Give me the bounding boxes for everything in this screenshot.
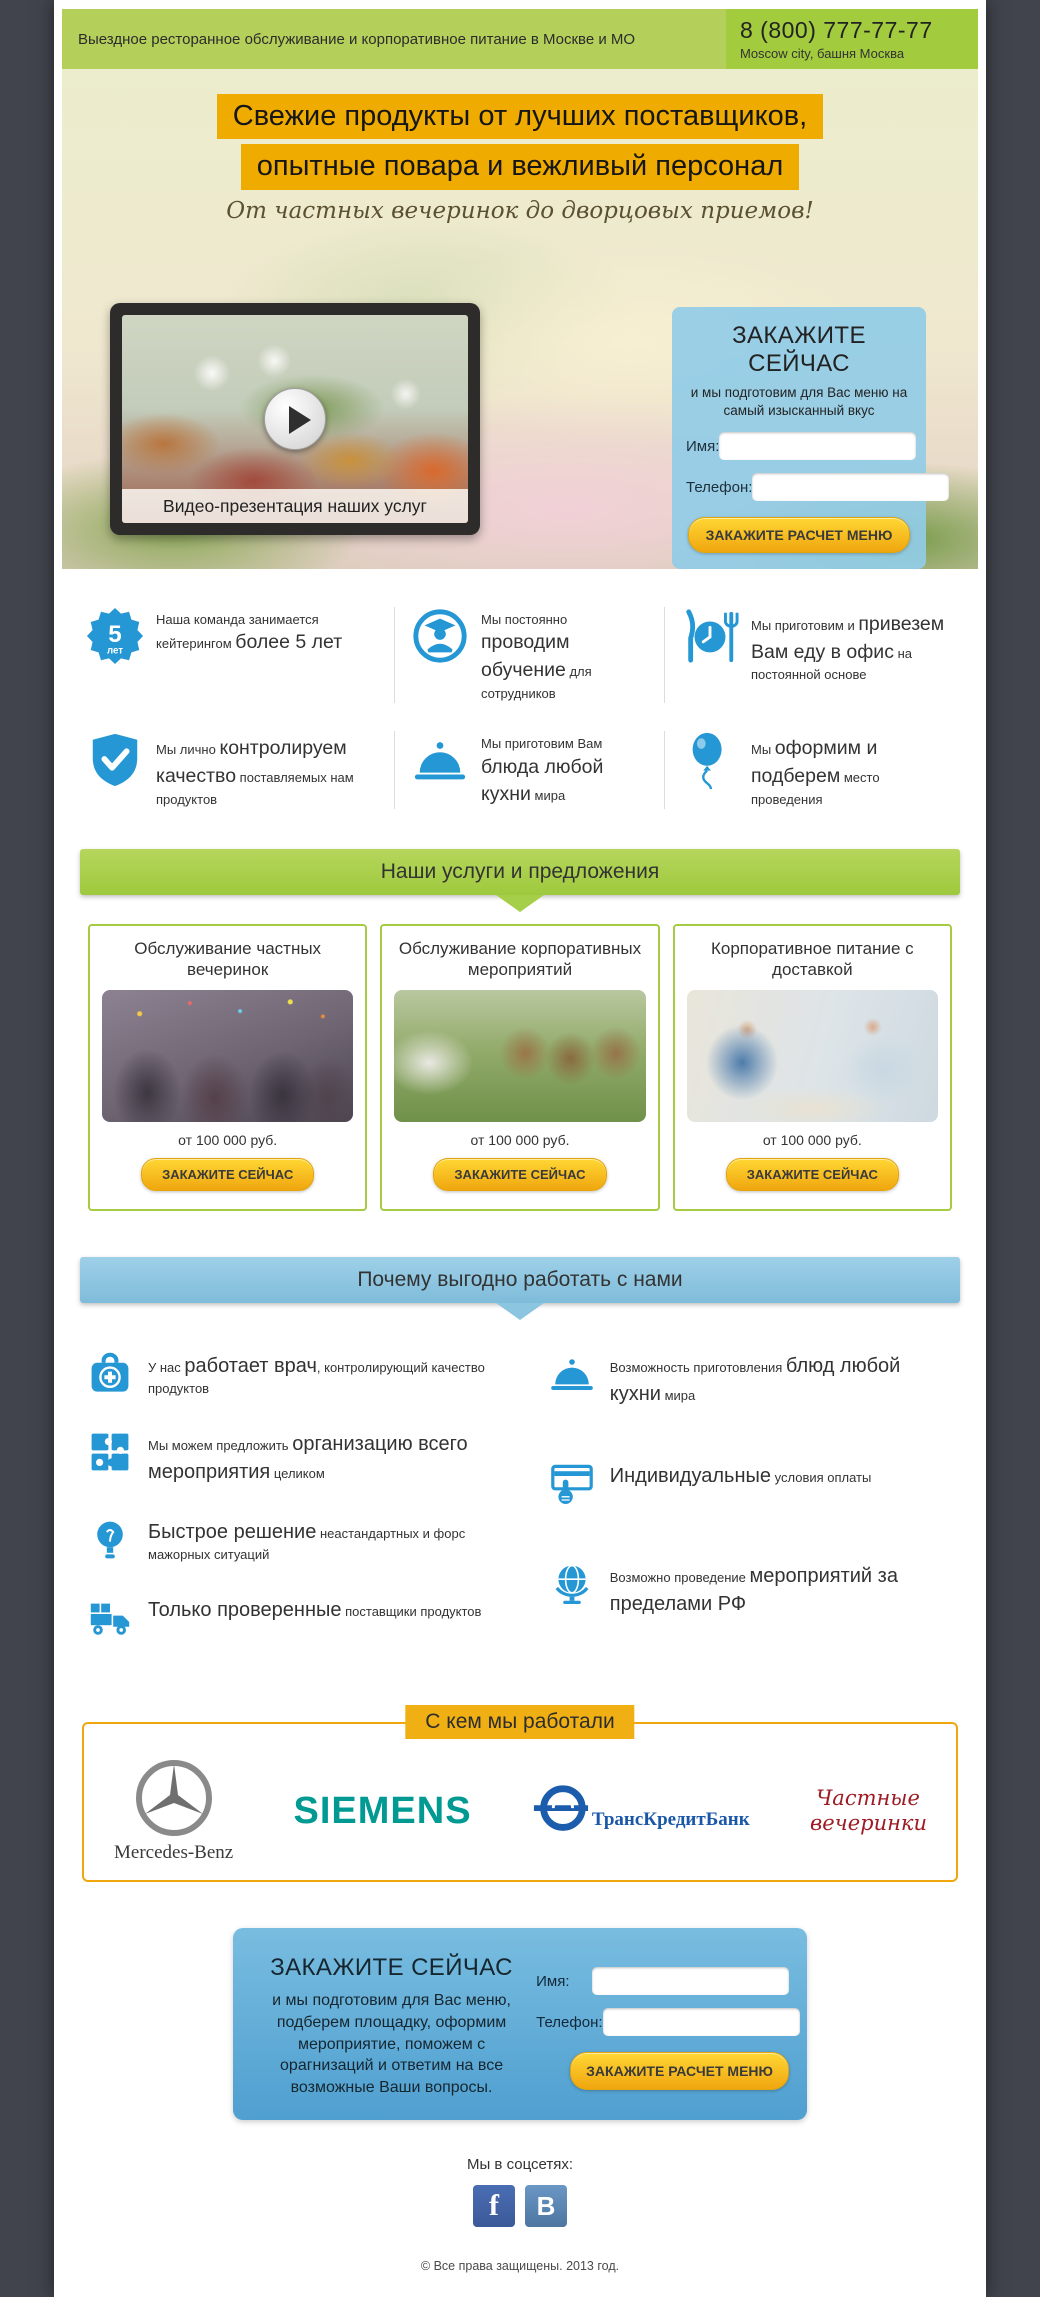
social-section (62, 2156, 978, 2227)
feature-text: Мы лично контролируем качество поставляемых нам продуктов (156, 737, 354, 807)
partner-logos (100, 1758, 940, 1864)
transcreditbank-emblem-icon (532, 1782, 590, 1840)
feature-venue (664, 731, 970, 809)
service-cards (88, 924, 952, 1211)
phone-input[interactable] (752, 473, 949, 501)
cta-form (536, 1950, 789, 2098)
play-button[interactable] (264, 388, 326, 450)
card-corporate-events (380, 924, 659, 1211)
name-input[interactable] (592, 1967, 789, 1995)
card-corporate-catering (673, 924, 952, 1211)
order-now-button[interactable]: ЗАКАЖИТЕ СЕЙЧАС (433, 1158, 606, 1191)
header (62, 9, 978, 69)
page (54, 0, 986, 2297)
video-caption: Видео-презентация наших услуг (122, 489, 468, 523)
feature-text: Мы приготовим Вам блюда любой кухни мира (481, 736, 604, 806)
phone-address: Moscow city, башня Москва (740, 46, 905, 61)
vk-icon[interactable]: В (525, 2185, 567, 2227)
hero-form-title: ЗАКАЖИТЕ СЕЙЧАС (732, 322, 866, 377)
card-price: от 100 000 руб. (762, 1132, 862, 1149)
hero-tagline: От частных вечеринок до дворцовых приемов! (226, 197, 814, 224)
why-section (62, 1320, 978, 1682)
why-full-organization: Мы можем предложить организацию всего мероприятия целиком (76, 1428, 538, 1486)
header-tagline: Выездное ресторанное обслуживание и корпоративное питание в Москве и МО (78, 30, 636, 48)
payment-hand-icon (548, 1460, 596, 1508)
delivery-truck-icon (86, 1594, 134, 1642)
feature-text: Мы приготовим и привезем Вам еду в офис на постоянной основе (751, 613, 945, 683)
partners-title: С кем мы работали (405, 1705, 634, 1739)
balloon-icon (681, 731, 739, 789)
headline-line-1: Свежие продукты от лучших поставщиков, (217, 94, 823, 139)
why-doctor: У нас работает врач, контролирующий качество продуктов (76, 1350, 538, 1398)
hero-form-subtitle: и мы подготовим для Вас меню на самый изысканный вкус (690, 385, 908, 418)
feature-office-food (664, 607, 970, 703)
header-phone-box (726, 9, 978, 69)
food-delivery-time-icon (681, 607, 739, 665)
cta-text-block (251, 1950, 536, 2098)
card-price: от 100 000 руб. (178, 1132, 278, 1149)
cloche-icon (548, 1350, 596, 1398)
cta-title: ЗАКАЖИТЕ СЕЙЧАС (270, 1954, 513, 1982)
card-title: Обслуживание частных вечеринок (134, 939, 322, 980)
order-now-button[interactable]: ЗАКАЖИТЕ СЕЙЧАС (141, 1158, 314, 1191)
why-fast-solutions: Быстрое решение неастандартных и форс мажорных ситуаций (76, 1516, 538, 1564)
name-input[interactable] (719, 432, 916, 460)
siemens-logo: SIEMENS (293, 1789, 472, 1832)
graduate-icon (411, 607, 469, 665)
why-banner: Почему выгодно работать с нами (80, 1257, 960, 1303)
features-section (62, 569, 978, 839)
corporate-catering-photo (687, 990, 938, 1122)
shield-check-icon (86, 731, 144, 789)
feature-5-years (70, 607, 394, 703)
card-price: от 100 000 руб. (470, 1132, 570, 1149)
partners-section (82, 1710, 958, 1882)
card-title: Обслуживание корпоративных мероприятий (398, 939, 642, 980)
puzzle-icon (86, 1428, 134, 1476)
feature-text: Наша команда занимается кейтерингом более 5 лет (156, 612, 343, 654)
feature-any-cuisine (394, 731, 664, 809)
hero-order-form (672, 307, 926, 569)
name-label: Имя: (536, 1972, 570, 1990)
services-banner-arrow (496, 895, 544, 912)
corporate-event-photo (394, 990, 645, 1122)
why-any-cuisine: Возможность приготовления блюд любой кухни мира (538, 1350, 964, 1408)
why-events-abroad: Возможно проведение мероприятий за пределами РФ (538, 1560, 964, 1618)
svg-text:5: 5 (108, 620, 122, 648)
why-payment-terms: Индивидуальные условия оплаты (538, 1460, 964, 1508)
private-parties-logo: Частные вечеринки (809, 1786, 927, 1836)
medical-bag-icon (86, 1350, 134, 1398)
order-now-button[interactable]: ЗАКАЖИТЕ СЕЙЧАС (726, 1158, 899, 1191)
why-banner-wrap (80, 1257, 960, 1320)
social-label: Мы в соцсетях: (466, 2156, 574, 2174)
cta-section (233, 1928, 807, 2120)
order-menu-button[interactable]: ЗАКАЖИТЕ РАСЧЕТ МЕНЮ (688, 517, 911, 553)
name-label: Имя: (686, 437, 720, 455)
facebook-icon[interactable]: f (473, 2185, 515, 2227)
headline-line-2: опытные повара и вежливый персонал (241, 144, 800, 189)
mercedes-logo: Mercedes-Benz (114, 1758, 233, 1864)
svg-text:лет: лет (107, 645, 123, 657)
why-column-right (538, 1350, 964, 1672)
cloche-icon (411, 731, 469, 789)
order-menu-button[interactable]: ЗАКАЖИТЕ РАСЧЕТ МЕНЮ (570, 2052, 789, 2090)
globe-icon (548, 1560, 596, 1608)
phone-label: Телефон: (686, 478, 753, 496)
cta-body: и мы подготовим для Вас меню, подберем площадку, оформим мероприятие, поможем с орагнизаций и ответим на все возможные Ваши вопросы. (272, 1992, 511, 2096)
card-title: Корпоративное питание с доставкой (710, 939, 914, 980)
play-icon (289, 406, 311, 434)
footer-copyright: © Все права защищены. 2013 год. (420, 2259, 620, 2274)
feature-text: Мы постоянно проводим обучение для сотрудников (481, 612, 592, 701)
lightbulb-icon (86, 1516, 134, 1564)
phone-label: Телефон: (536, 2013, 603, 2031)
phone-input[interactable] (603, 2008, 800, 2036)
video-thumbnail (122, 315, 468, 523)
mercedes-star-icon (134, 1758, 214, 1838)
private-party-photo (102, 990, 353, 1122)
hero-headline (62, 69, 978, 190)
hero-section (62, 69, 978, 569)
transcreditbank-logo: ТрансКредитБанк (532, 1782, 750, 1840)
services-banner-wrap (80, 849, 960, 912)
feature-quality-control (70, 731, 394, 809)
video-player[interactable] (110, 303, 480, 535)
why-trusted-suppliers: Только проверенные поставщики продуктов (76, 1594, 538, 1642)
card-private-parties (88, 924, 367, 1211)
feature-text: Мы оформим и подберем место проведения (751, 737, 880, 807)
five-years-badge-icon (86, 607, 144, 665)
services-banner: Наши услуги и предложения (80, 849, 960, 895)
feature-training (394, 607, 664, 703)
why-banner-arrow (496, 1303, 544, 1320)
why-column-left (76, 1350, 538, 1672)
phone-number: 8 (800) 777-77-77 (740, 17, 933, 43)
